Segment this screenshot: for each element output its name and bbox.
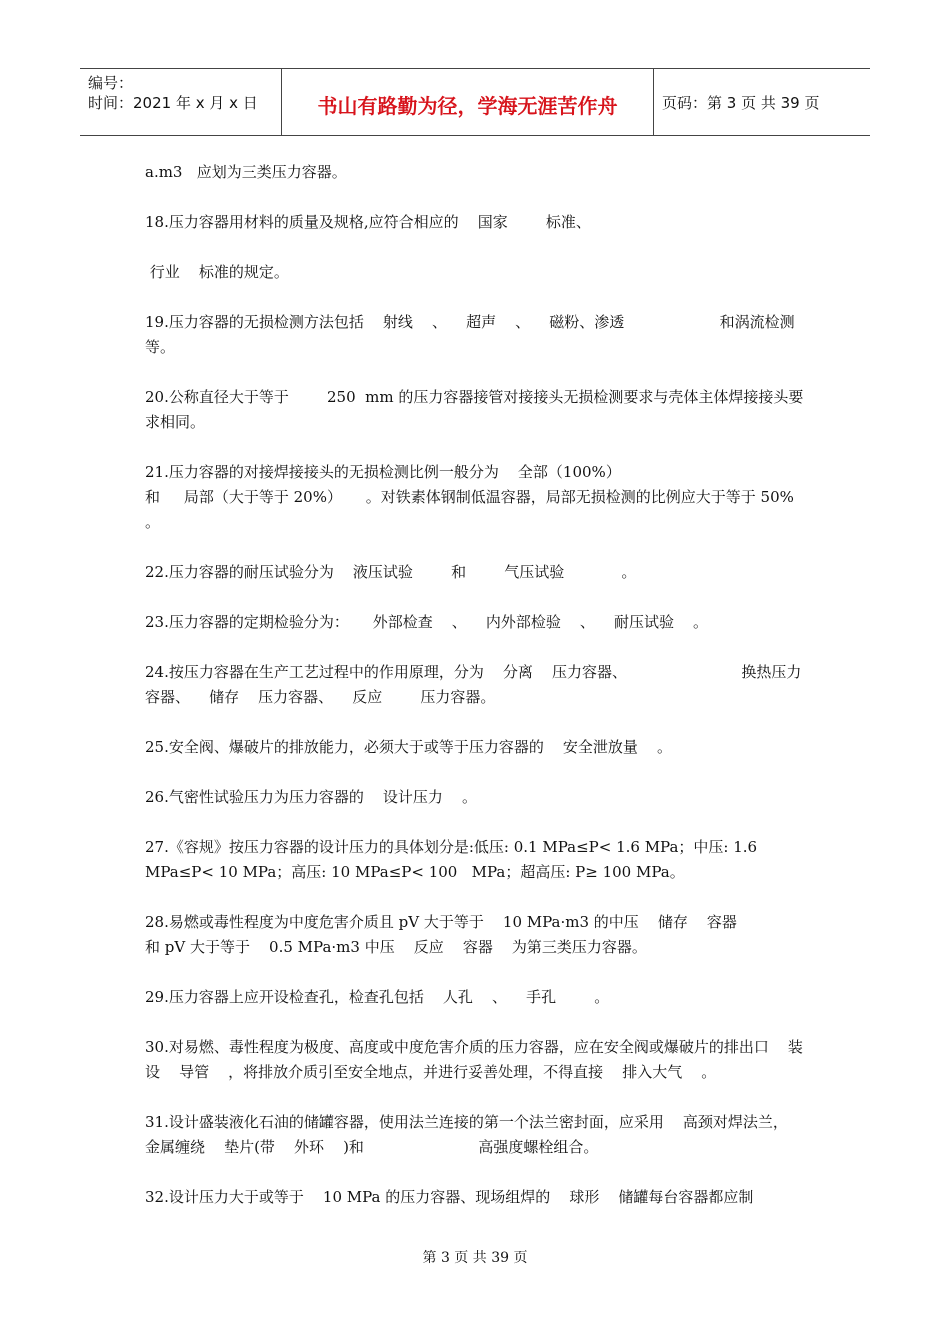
doc-time-label: 时间：2021 年 x 月 x 日	[88, 94, 258, 112]
paragraph: 28.易燃或毒性程度为中度危害介质且 pV 大于等于 10 MPa·m3 的中压 储存 容器 和 pV 大于等于 0.5 MPa·m3 中压 反应 容器 为第三类压力容器。	[145, 913, 737, 956]
paragraph: 27.《容规》按压力容器的设计压力的具体划分是:低压: 0.1 MPa≤P< 1.6 MPa；中压: 1.6 MPa≤P< 10 MPa；高压: 10 MPa≤P< 100 MPa；超高压: P≥ 100 MPa。	[145, 838, 762, 881]
paragraph: 19.压力容器的无损检测方法包括 射线 、 超声 、 磁粉、渗透 和涡流检测等。	[145, 313, 795, 356]
paragraph: 31.设计盛装液化石油的储罐容器，使用法兰连接的第一个法兰密封面，应采用 高颈对焊法兰， 金属缠绕 垫片(带 外环 )和 高强度螺栓组合。	[145, 1113, 812, 1156]
header-meta	[80, 69, 282, 135]
paragraph: 30.对易燃、毒性程度为极度、高度或中度危害介质的压力容器，应在安全阀或爆破片的排出口 装设 导管 ，将排放介质引至安全地点，并进行妥善处理，不得直接 排入大气 。	[145, 1038, 803, 1081]
paragraph: 21.压力容器的对接焊接接头的无损检测比例一般分为 全部（100%） 和 局部（大于等于 20%） 。对铁素体钢制低温容器，局部无损检测的比例应大于等于 50% 。	[145, 463, 794, 531]
paragraph: 26.气密性试验压力为压力容器的 设计压力 。	[145, 788, 478, 806]
page-header	[80, 68, 870, 136]
header-page-info: 页码：第 3 页 共 39 页	[662, 93, 820, 112]
paragraph: 22.压力容器的耐压试验分为 液压试验 和 气压试验 。	[145, 563, 637, 581]
page-footer: 第 3 页 共 39 页	[422, 1250, 528, 1266]
doc-number-label: 编号：	[88, 74, 134, 92]
paragraph: 32.设计压力大于或等于 10 MPa 的压力容器、现场组焊的 球形 储罐每台容器都应制	[145, 1188, 754, 1206]
paragraph: 18.压力容器用材料的质量及规格,应符合相应的 国家 标准、	[145, 213, 591, 231]
header-motto: 书山有路勤为径，学海无涯苦作舟	[282, 69, 654, 135]
paragraph: 29.压力容器上应开设检查孔，检查孔包括 人孔 、 手孔 。	[145, 988, 610, 1006]
paragraph: 行业 标准的规定。	[145, 263, 289, 281]
paragraph: 20.公称直径大于等于 250 mm 的压力容器接管对接接头无损检测要求与壳体主体焊接接头要求相同。	[145, 388, 804, 431]
paragraph: 24.按压力容器在生产工艺过程中的作用原理，分为 分离 压力容器、 换热压力容器、 储存 压力容器、 反应 压力容器。	[145, 663, 802, 706]
paragraph: a.m3 应划为三类压力容器。	[145, 163, 347, 181]
document-body	[145, 160, 810, 1235]
paragraph: 23.压力容器的定期检验分为： 外部检查 、 内外部检验 、 耐压试验 。	[145, 613, 709, 631]
paragraph: 25.安全阀、爆破片的排放能力，必须大于或等于压力容器的 安全泄放量 。	[145, 738, 673, 756]
